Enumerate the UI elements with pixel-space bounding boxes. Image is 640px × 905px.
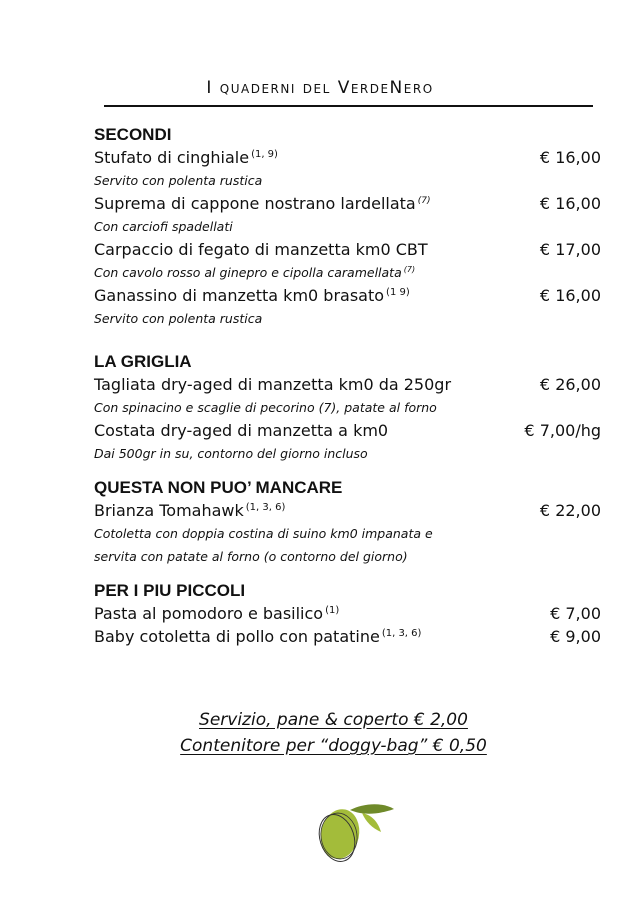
section-title: LA GRIGLIA [94, 352, 192, 371]
item-name: Baby cotoletta di pollo con patatine [94, 627, 380, 646]
menu-body [94, 124, 601, 648]
item-description: Servito con polenta rustica [94, 311, 263, 326]
allergen-codes: (1, 9) [251, 149, 278, 160]
item-name: Ganassino di manzetta km0 brasato [94, 286, 385, 305]
item-name: Stufato di cinghiale [94, 148, 250, 167]
menu-item [94, 238, 601, 261]
item-name: Costata dry-aged di manzetta a km0 [94, 421, 389, 440]
item-price: € 26,00 [539, 375, 601, 394]
menu-item [94, 499, 601, 522]
allergen-codes: (7) [417, 196, 431, 206]
item-price: € 16,00 [539, 286, 601, 305]
section-per-i-piu-piccoli [94, 580, 601, 648]
doggy-bag-note: Contenitore per “doggy-bag” € 0,50 [180, 736, 487, 756]
footer-notes [0, 707, 640, 759]
service-charge-note: Servizio, pane & coperto € 2,00 [199, 710, 468, 730]
item-name: Tagliata dry-aged di manzetta km0 da 250gr [94, 375, 452, 394]
item-price: € 7,00 [550, 604, 601, 623]
menu-item [94, 419, 601, 442]
item-description-line: servita con patate al forno (o contorno del giorno) [94, 549, 408, 564]
allergen-codes: (1 9) [386, 287, 410, 298]
allergen-codes: (1) [325, 605, 340, 616]
menu-item [94, 192, 601, 215]
section-spacer [94, 330, 601, 351]
item-price: € 9,00 [550, 627, 601, 646]
item-description: Con cavolo rosso al ginepro e cipolla caramellata [94, 265, 402, 280]
item-price: € 7,00/hg [524, 421, 601, 440]
menu-item [94, 373, 601, 396]
section-la-griglia [94, 351, 601, 465]
item-description: Con carciofi spadellati [94, 219, 233, 234]
menu-item [94, 146, 601, 169]
header-divider [104, 105, 593, 107]
item-price: € 16,00 [539, 194, 601, 213]
item-name: Suprema di cappone nostrano lardellata [94, 194, 416, 213]
section-title: SECONDI [94, 125, 172, 144]
allergen-codes: (1, 3, 6) [381, 628, 422, 639]
allergen-codes: (1, 3, 6) [245, 502, 286, 513]
section-title: PER I PIU PICCOLI [94, 581, 246, 600]
item-description: Dai 500gr in su, contorno del giorno incluso [94, 446, 368, 461]
item-price: € 17,00 [539, 240, 601, 259]
menu-item [94, 625, 601, 648]
item-description-line: Cotoletta con doppia costina di suino km0 impanata e [94, 526, 433, 541]
item-price: € 16,00 [539, 148, 601, 167]
section-spacer [94, 568, 601, 580]
section-spacer [94, 465, 601, 477]
menu-item [94, 602, 601, 625]
item-description: Con spinacino e scaglie di pecorino (7), patate al forno [94, 400, 437, 415]
section-questa-non-puo-mancare [94, 477, 601, 568]
item-name: Carpaccio di fegato di manzetta km0 CBT [94, 240, 428, 259]
section-title: QUESTA NON PUO’ MANCARE [94, 478, 343, 497]
menu-item [94, 284, 601, 307]
olive-logo-icon [312, 800, 397, 865]
item-name: Brianza Tomahawk [94, 501, 244, 520]
section-secondi [94, 124, 601, 330]
item-description: Servito con polenta rustica [94, 173, 263, 188]
item-price: € 22,00 [539, 501, 601, 520]
item-name: Pasta al pomodoro e basilico [94, 604, 324, 623]
allergen-codes: (7) [403, 265, 416, 274]
menu-header-title: I quaderni del VerdeNero [206, 78, 434, 98]
